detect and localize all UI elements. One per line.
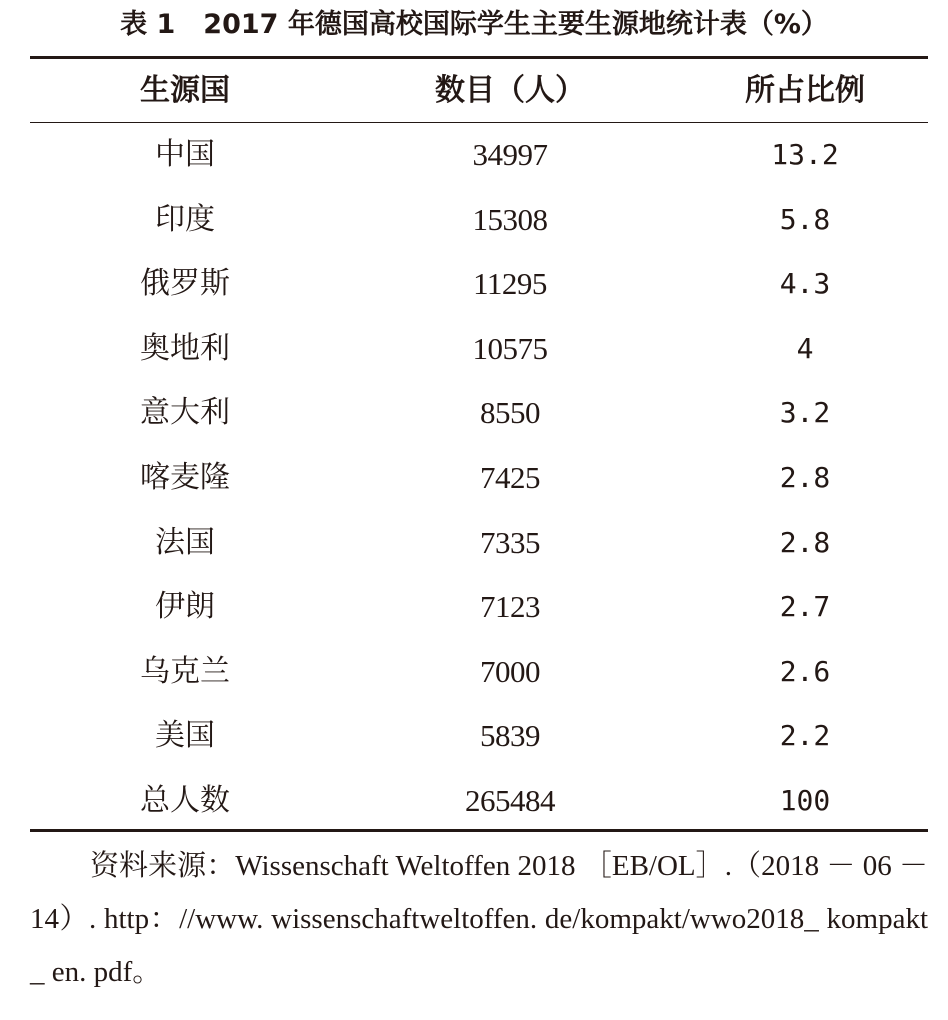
table-row xyxy=(30,252,928,317)
cell-ratio: 2.7 xyxy=(779,590,831,624)
table-row xyxy=(30,188,928,253)
cell-country: 中国 xyxy=(155,137,215,172)
cell-count: 5839 xyxy=(480,718,540,754)
table-total-row xyxy=(30,769,928,834)
cell-count: 8550 xyxy=(480,395,540,431)
cell-ratio: 5.8 xyxy=(779,202,831,236)
cell-country: 印度 xyxy=(155,201,215,237)
table-bottom-rule xyxy=(30,829,928,832)
cell-country: 法国 xyxy=(155,524,215,560)
cell-ratio: 13.2 xyxy=(771,138,839,171)
cell-country: 乌克兰 xyxy=(140,653,230,689)
cell-country: 意大利 xyxy=(140,395,230,431)
table-header-row xyxy=(30,59,928,122)
cell-country: 奥地利 xyxy=(140,330,230,366)
header-country: 生源国 xyxy=(140,73,230,108)
cell-ratio: 2.2 xyxy=(779,719,831,753)
cell-count: 7335 xyxy=(480,524,540,560)
cell-count: 15308 xyxy=(472,201,548,237)
cell-country: 美国 xyxy=(155,718,215,754)
cell-count: 7000 xyxy=(480,653,540,689)
cell-ratio: 2.8 xyxy=(779,525,831,559)
cell-count: 34997 xyxy=(472,137,548,172)
cell-count: 7123 xyxy=(480,589,540,625)
cell-country: 喀麦隆 xyxy=(140,459,230,495)
table-row xyxy=(30,381,928,446)
cell-ratio: 100 xyxy=(779,783,831,817)
table-row xyxy=(30,640,928,705)
cell-country: 伊朗 xyxy=(155,589,215,625)
cell-count: 7425 xyxy=(480,459,540,495)
cell-ratio: 2.6 xyxy=(779,654,831,688)
cell-ratio: 3.2 xyxy=(779,396,831,430)
table-row xyxy=(30,317,928,382)
table-row xyxy=(30,511,928,576)
header-ratio: 所占比例 xyxy=(745,73,865,108)
cell-ratio: 4 xyxy=(796,331,814,365)
table-row xyxy=(30,123,928,188)
cell-count: 10575 xyxy=(472,330,548,366)
table-body xyxy=(30,123,928,829)
table-row xyxy=(30,704,928,769)
cell-count: 265484 xyxy=(465,782,555,818)
table-number: 表 1 xyxy=(120,9,176,40)
cell-country: 俄罗斯 xyxy=(140,266,230,302)
cell-count: 11295 xyxy=(473,266,547,302)
table-caption xyxy=(0,2,948,48)
table-title: 2017 年德国高校国际学生主要生源地统计表（%） xyxy=(203,9,828,40)
cell-ratio: 2.8 xyxy=(779,460,831,494)
header-count: 数目（人） xyxy=(435,73,585,108)
table-row xyxy=(30,575,928,640)
source-note: 资料来源：Wissenschaft Weltoffen 2018 ［EB/OL］.（2018 － 06 － 14）. http：//www. wissenschaftweltoffen. de/kompakt/wwo2018_ kompakt_ en. pdf。 xyxy=(30,850,928,988)
cell-country: 总人数 xyxy=(140,782,230,818)
cell-ratio: 4.3 xyxy=(779,267,831,301)
table-row xyxy=(30,446,928,511)
